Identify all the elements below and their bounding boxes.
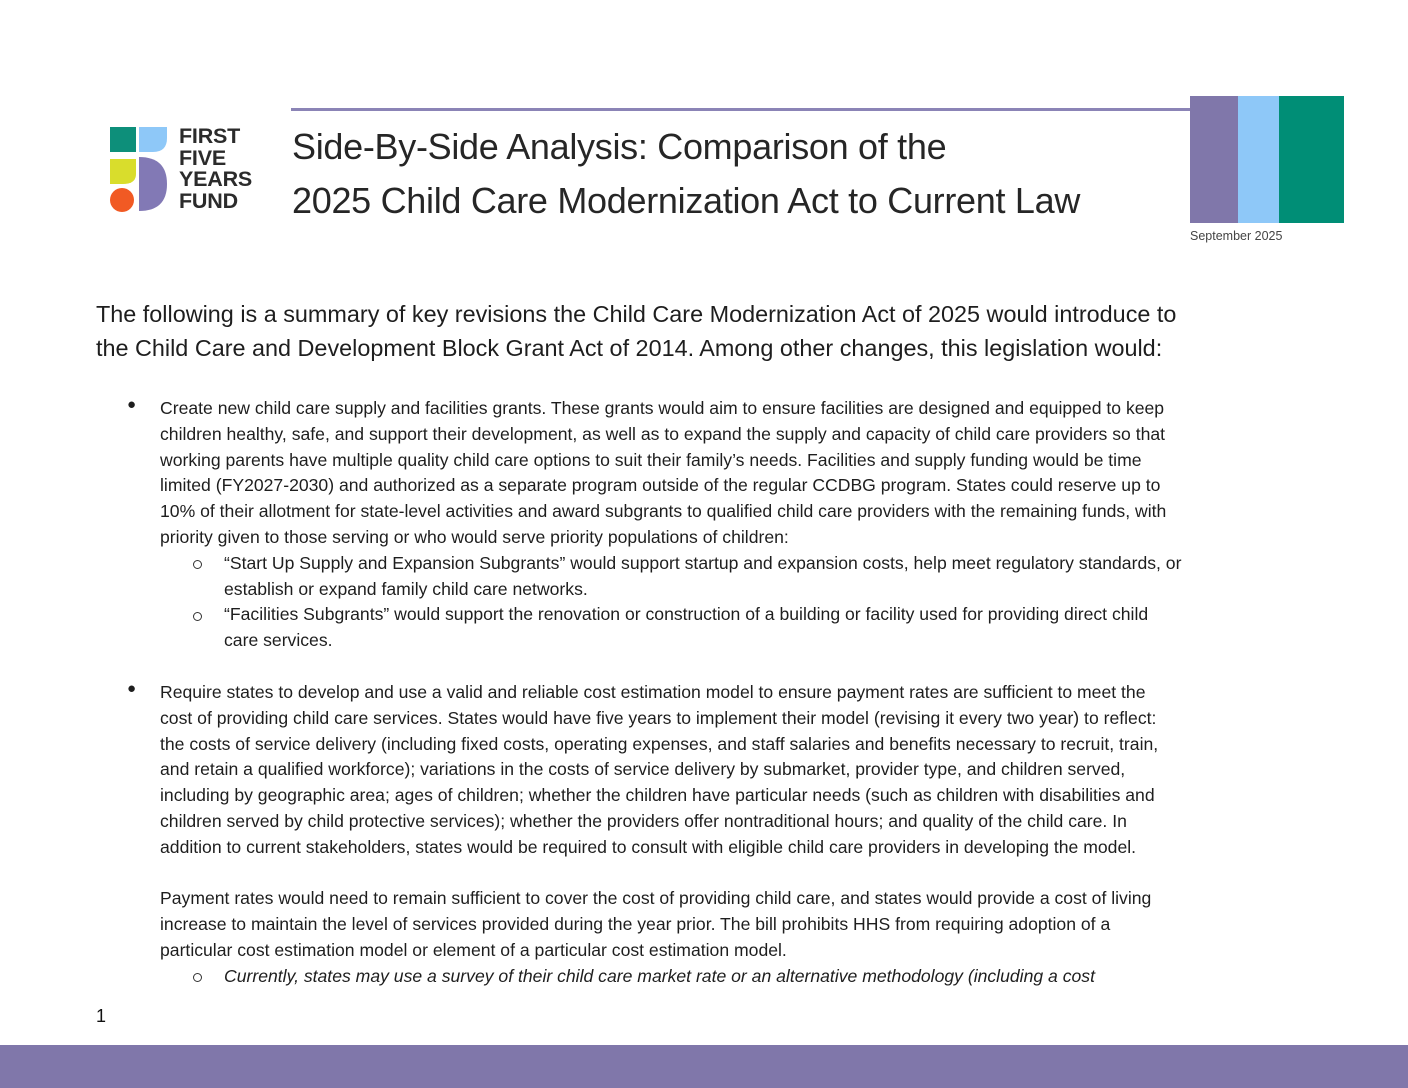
bullet-dot-icon: ● [127,680,137,697]
logo-line: FIRST [179,124,241,148]
logo-wordmark [179,126,252,212]
bullet-paragraph-line: particular cost estimation model or element of a particular cost estimation model. [160,940,787,960]
sub-bullet-line: Currently, states may use a survey of their child care market rate or an alternative methodology (including a cost [224,965,1095,986]
page-number: 1 [96,1006,107,1026]
intro-line: The following is a summary of key revisions the Child Care Modernization Act of 2025 would introduce to [96,301,1177,327]
bullet-paragraph-line: Payment rates would need to remain sufficient to cover the cost of providing child care, and states would provide a cost of living [160,888,1152,909]
intro-line: the Child Care and Development Block Grant Act of 2014. Among other changes, this legislation would: [96,334,1163,361]
ffyf-logo [109,126,279,216]
title-line: 2025 Child Care Modernization Act to Current Law [292,180,1081,221]
intro-paragraph [96,298,1326,365]
logo-mark-icon [109,126,169,216]
color-bar-blue [1238,96,1279,223]
sub-bullet-icon [193,612,202,621]
bullet-line: children healthy, safe, and support their development, as well as to expand the supply and capacity of child care providers so that [160,423,1166,444]
sub-bullet-line: care services. [224,630,333,651]
header-rule [291,108,1193,111]
sub-bullet-line: “Start Up Supply and Expansion Subgrants” would support startup and expansion costs, help meet regulatory standards, or [224,552,1182,573]
sub-bullet-icon [193,560,202,569]
bullet-line: the costs of service delivery (including fixed costs, operating expenses, and staff salaries and benefits necessary to recruit, train, [160,733,1159,754]
bullet-line: Require states to develop and use a valid and reliable cost estimation model to ensure payment rates are sufficient to meet the [160,682,1146,702]
sub-bullet-line: establish or expand family child care networks. [224,578,588,599]
page-title [292,120,1080,228]
bullet-line: addition to current stakeholders, states would be required to consult with eligible child care providers in developing the model. [160,836,1137,857]
bullet-dot-icon: ● [127,396,137,413]
sub-bullet-line: “Facilities Subgrants” would support the renovation or construction of a building or facility used for providing direct child [224,604,1149,625]
bullet-line: cost of providing child care services. States would have five years to implement their model (revising it every two year) to reflect: [160,707,1157,728]
bullet-line: Create new child care supply and facilities grants. These grants would aim to ensure facilities are designed and equipped to keep [160,398,1165,418]
publication-date: September 2025 [1190,229,1283,243]
bullet-line: including by geographic area; ages of children; whether the children have particular needs (such as children with disabilities and [160,785,1155,806]
bullet-line: limited (FY2027-2030) and authorized as a separate program outside of the regular CCDBG program. States could reserve up to [160,475,1161,496]
color-bar-purple [1190,96,1238,223]
bullet-line: 10% of their allotment for state-level activities and award subgrants to qualified child care providers with the remaining funds, with [160,501,1167,522]
logo-line: YEARS [179,167,253,191]
footer-band [0,1045,1408,1088]
bullet-line: working parents have multiple quality child care options to suit their family’s needs. Facilities and supply funding would be time [160,449,1142,470]
bullet-paragraph-line: increase to maintain the level of services provided during the year prior. The bill prohibits HHS from requiring adoption of a [160,914,1111,935]
sub-bullet-icon [193,973,202,982]
color-bars [1190,96,1344,223]
bullet-line: and retain a qualified workforce); variations in the costs of service delivery by submarket, provider type, and children served, [160,759,1126,780]
title-line: Side-By-Side Analysis: Comparison of the [292,126,947,167]
logo-line: FUND [179,188,238,213]
bullet-line: priority given to those serving or who would serve priority populations of children: [160,527,789,547]
logo-line: FIVE [179,145,226,170]
bullet-line: children served by child protective services); whether the providers offer nontraditional hours; and quality of the child care. In [160,811,1127,831]
color-bar-teal [1279,96,1344,223]
